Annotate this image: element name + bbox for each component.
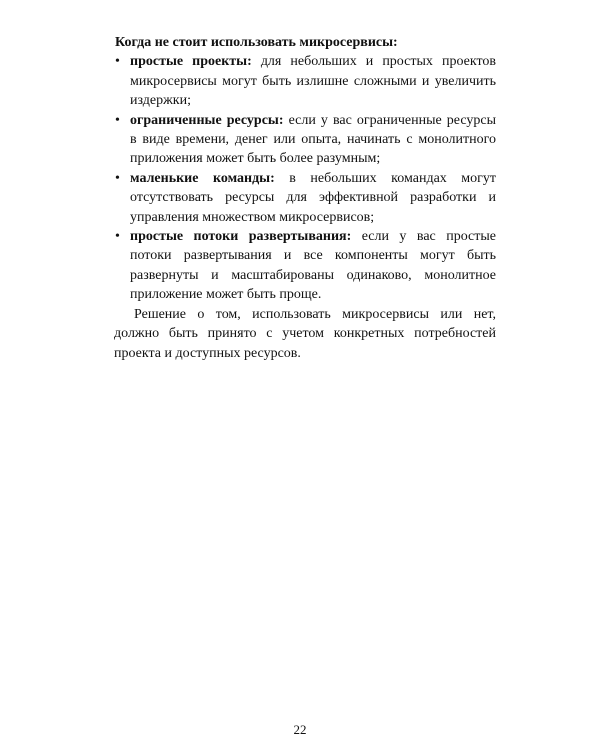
list-item-term: простые потоки развертывания: [130, 229, 352, 245]
conclusion-paragraph: Решение о том, использовать микросервисы или нет, должно быть принято с учетом конкретных потребностей проекта и доступных ресурсов. [114, 306, 496, 361]
page-number: 22 [293, 722, 307, 737]
bullet-icon: • [115, 112, 120, 128]
list-item [114, 227, 496, 305]
bullet-icon: • [115, 170, 120, 186]
section-heading: Когда не стоит использовать микросервисы: [115, 35, 398, 50]
bullet-icon: • [115, 54, 120, 70]
list-item-text: для небольших и простых проектов микросервисы могут быть излишне сложными и увеличить издержки; [130, 54, 496, 109]
list-item [114, 169, 496, 227]
bullet-list [114, 52, 496, 304]
list-item-text: в небольших командах могут отсутствовать ресурсы для эффективной разработки и управления множеством микросервисов; [130, 170, 496, 225]
list-item-term: ограниченные ресурсы: [130, 112, 284, 128]
list-item-text: если у вас простые потоки развертывания и все компоненты могут быть развернуты и масштабированы одинаково, монолитное приложение может быть проще. [130, 229, 497, 303]
page-content [114, 33, 496, 363]
list-item [114, 52, 496, 110]
list-item-text: если у вас ограниченные ресурсы в виде времени, денег или опыта, начинать с монолитного приложения может быть более разумным; [130, 112, 497, 167]
bullet-icon: • [115, 229, 120, 245]
list-item-term: маленькие команды: [130, 170, 275, 186]
list-item [114, 111, 496, 169]
list-item-term: простые проекты: [130, 54, 252, 70]
